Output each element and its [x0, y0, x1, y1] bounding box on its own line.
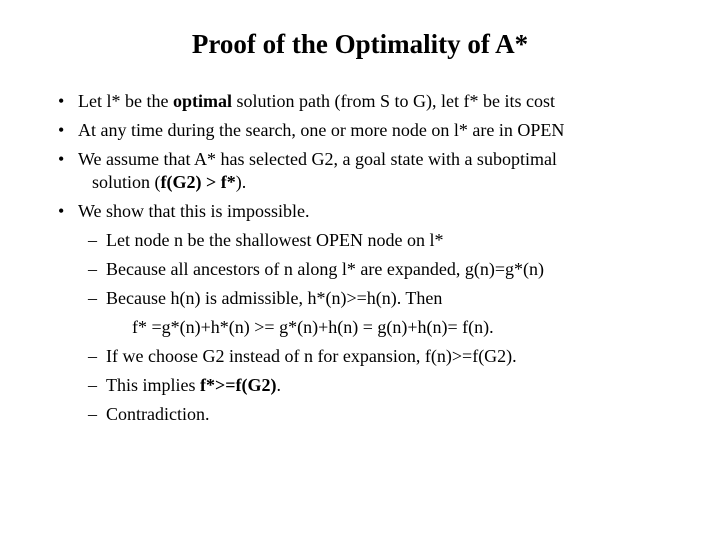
sub-item [0, 226, 720, 255]
bullet-marker: • [58, 120, 65, 140]
bullet-text-part: solution ( [92, 172, 161, 192]
sub-item-text-bold: f*>=f(G2) [200, 375, 277, 395]
bullet-text-part: solution path (from S to G), let f* be its cost [231, 91, 555, 111]
dash-marker: – [88, 375, 97, 395]
dash-marker: – [88, 288, 97, 308]
bullet-text: At any time during the search, one or more node on l* are in OPEN [78, 120, 565, 140]
bullet-marker: • [58, 149, 65, 169]
bullet-text [78, 87, 555, 116]
sub-item-text: Because all ancestors of n along l* are expanded, g(n)=g*(n) [106, 259, 544, 279]
sub-item [0, 284, 720, 313]
bullet-item [0, 197, 720, 226]
bullet-marker: • [58, 91, 65, 111]
bullet-marker: • [58, 201, 65, 221]
sub-item [0, 342, 720, 371]
dash-marker: – [88, 259, 97, 279]
bullet-continuation [0, 168, 720, 197]
sub-item-continuation [0, 313, 720, 342]
sub-item [0, 371, 720, 400]
equation-text: f* =g*(n)+h*(n) >= g*(n)+h(n) = g(n)+h(n)= f(n). [132, 317, 494, 337]
sub-item-text: Contradiction. [106, 404, 210, 424]
dash-marker: – [88, 346, 97, 366]
bullet-text-bold: f(G2) > f* [160, 172, 236, 192]
sub-item-text-part: This implies [106, 375, 200, 395]
bullet-text-bold: optimal [172, 91, 232, 111]
bullet-text: We show that this is impossible. [78, 201, 310, 221]
bullet-text-part: ). [235, 172, 247, 192]
bullet-item [0, 87, 720, 116]
sub-item-text-part: . [276, 375, 281, 395]
dash-marker: – [88, 404, 97, 424]
sub-item-text: If we choose G2 instead of n for expansion, f(n)>=f(G2). [106, 346, 517, 366]
dash-marker: – [88, 230, 97, 250]
sub-item-text [106, 371, 281, 400]
sub-item-text: Let node n be the shallowest OPEN node on l* [106, 230, 444, 250]
bullet-text: We assume that A* has selected G2, a goal state with a suboptimal [78, 149, 557, 169]
sub-item-text: Because h(n) is admissible, h*(n)>=h(n). Then [106, 288, 443, 308]
bullet-item [0, 116, 720, 145]
sub-item [0, 255, 720, 284]
slide-title: Proof of the Optimality of A* [191, 29, 529, 59]
sub-item [0, 400, 720, 429]
bullet-text [92, 168, 246, 197]
bullet-text-part: Let l* be the [78, 91, 173, 111]
